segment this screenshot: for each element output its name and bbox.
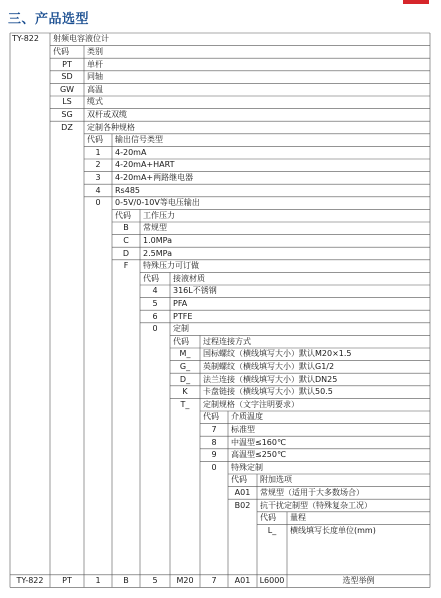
option-code: 4: [95, 185, 101, 195]
group-header-2: 工作压力: [143, 210, 175, 220]
option-code: LS: [62, 97, 72, 107]
option-label: 1.0MPa: [143, 235, 172, 245]
group-header-1: 输出信号类型: [115, 135, 163, 145]
option-label: 4-20mA+两路继电器: [115, 172, 194, 182]
option-label: 特殊压力可订做: [143, 261, 199, 271]
code-header: 代码: [53, 46, 69, 56]
option-code: C: [123, 235, 129, 245]
option-code: PT: [62, 59, 72, 69]
option-code: A01: [234, 487, 251, 497]
code-header: 代码: [115, 210, 131, 220]
example-code-1: PT: [62, 576, 72, 586]
option-code: D_: [179, 374, 191, 384]
model-code: TY-822: [12, 34, 39, 44]
example-code-4: 5: [152, 576, 158, 586]
option-code: B02: [234, 500, 251, 510]
example-code-3: B: [123, 576, 129, 586]
option-label: 高温型≤250℃: [231, 450, 286, 460]
option-label: 横线填写长度单位(mm): [290, 525, 376, 535]
option-label: 法兰连接（横线填写大小）默认DN25: [203, 374, 338, 384]
option-label: 316L不锈钢: [173, 286, 217, 296]
option-label: 常规型: [143, 223, 167, 233]
option-code: 2: [95, 160, 101, 170]
option-code: 0: [211, 462, 217, 472]
option-code: 4: [152, 286, 158, 296]
option-code: 1: [95, 147, 101, 157]
option-label: 特殊定制: [231, 462, 263, 472]
option-code: DZ: [61, 122, 73, 132]
option-code: 7: [211, 424, 217, 434]
example-code-5: M20: [176, 576, 194, 586]
option-label: 英制螺纹（横线填写大小）默认G1/2: [203, 361, 335, 371]
code-header: 代码: [260, 513, 276, 523]
option-label: 定制规格（文字注明要求）: [203, 399, 299, 409]
option-label: 同轴: [87, 72, 103, 82]
option-code: 3: [95, 172, 101, 182]
option-code: K: [182, 387, 188, 397]
example-code-6: 7: [211, 576, 217, 586]
option-label: 4-20mA+HART: [115, 160, 175, 170]
example-code-8: L6000: [259, 576, 285, 586]
option-label: 单杆: [87, 59, 103, 69]
option-label: 常规型（适用于大多数场合）: [260, 487, 364, 497]
code-header: 代码: [231, 475, 247, 485]
option-code: SD: [61, 72, 73, 82]
group-header-6: 附加选项: [260, 475, 292, 485]
code-header: 代码: [203, 412, 219, 422]
option-label: 定制各种规格: [87, 122, 135, 132]
option-code: L_: [267, 525, 277, 535]
option-code: F: [123, 261, 129, 271]
group-header-3: 接液材质: [173, 273, 205, 283]
group-header-4: 过程连接方式: [203, 336, 251, 346]
example-label: 选型举例: [342, 576, 375, 586]
option-label: 中温型≤160℃: [231, 437, 286, 447]
option-label: 国标螺纹（横线填写大小）默认M20×1.5: [203, 349, 352, 359]
option-code: M_: [179, 349, 191, 359]
code-header: 代码: [87, 135, 103, 145]
option-label: 2.5MPa: [143, 248, 172, 258]
group-header-0: 类别: [87, 46, 103, 56]
option-code: 6: [152, 311, 158, 321]
group-header-7: 量程: [290, 513, 306, 523]
section-title: 三、产品选型: [8, 12, 90, 27]
option-code: B: [123, 223, 129, 233]
example-code-2: 1: [95, 576, 101, 586]
code-header: 代码: [143, 273, 159, 283]
product-name: 射频电容液位计: [53, 34, 109, 44]
option-code: 0: [152, 324, 158, 334]
option-code: SG: [61, 109, 73, 119]
option-label: PTFE: [173, 311, 193, 321]
option-label: PFA: [173, 298, 188, 308]
option-label: 卡盘链接（横线填写大小）默认50.5: [203, 387, 333, 397]
option-label: Rs485: [115, 185, 140, 195]
option-label: 高温: [87, 84, 103, 94]
option-code: GW: [59, 84, 75, 94]
code-header: 代码: [173, 336, 189, 346]
option-label: 抗干扰定制型（特殊复杂工况）: [260, 500, 372, 510]
option-code: G_: [179, 361, 191, 371]
option-label: 4-20mA: [115, 147, 147, 157]
option-code: 0: [95, 198, 101, 208]
example-code-0: TY-822: [16, 576, 44, 586]
option-label: 0-5V/0-10V等电压输出: [115, 198, 200, 208]
option-code: 9: [211, 450, 217, 460]
option-label: 定制: [173, 324, 189, 334]
group-header-5: 介质温度: [231, 412, 263, 422]
option-label: 双杆或双缆: [87, 109, 127, 119]
option-code: 5: [152, 298, 158, 308]
option-code: 8: [211, 437, 217, 447]
option-code: T_: [180, 399, 190, 409]
option-label: 缆式: [87, 97, 103, 107]
option-label: 标准型: [231, 424, 255, 434]
example-code-7: A01: [234, 576, 251, 586]
option-code: D: [122, 248, 130, 258]
